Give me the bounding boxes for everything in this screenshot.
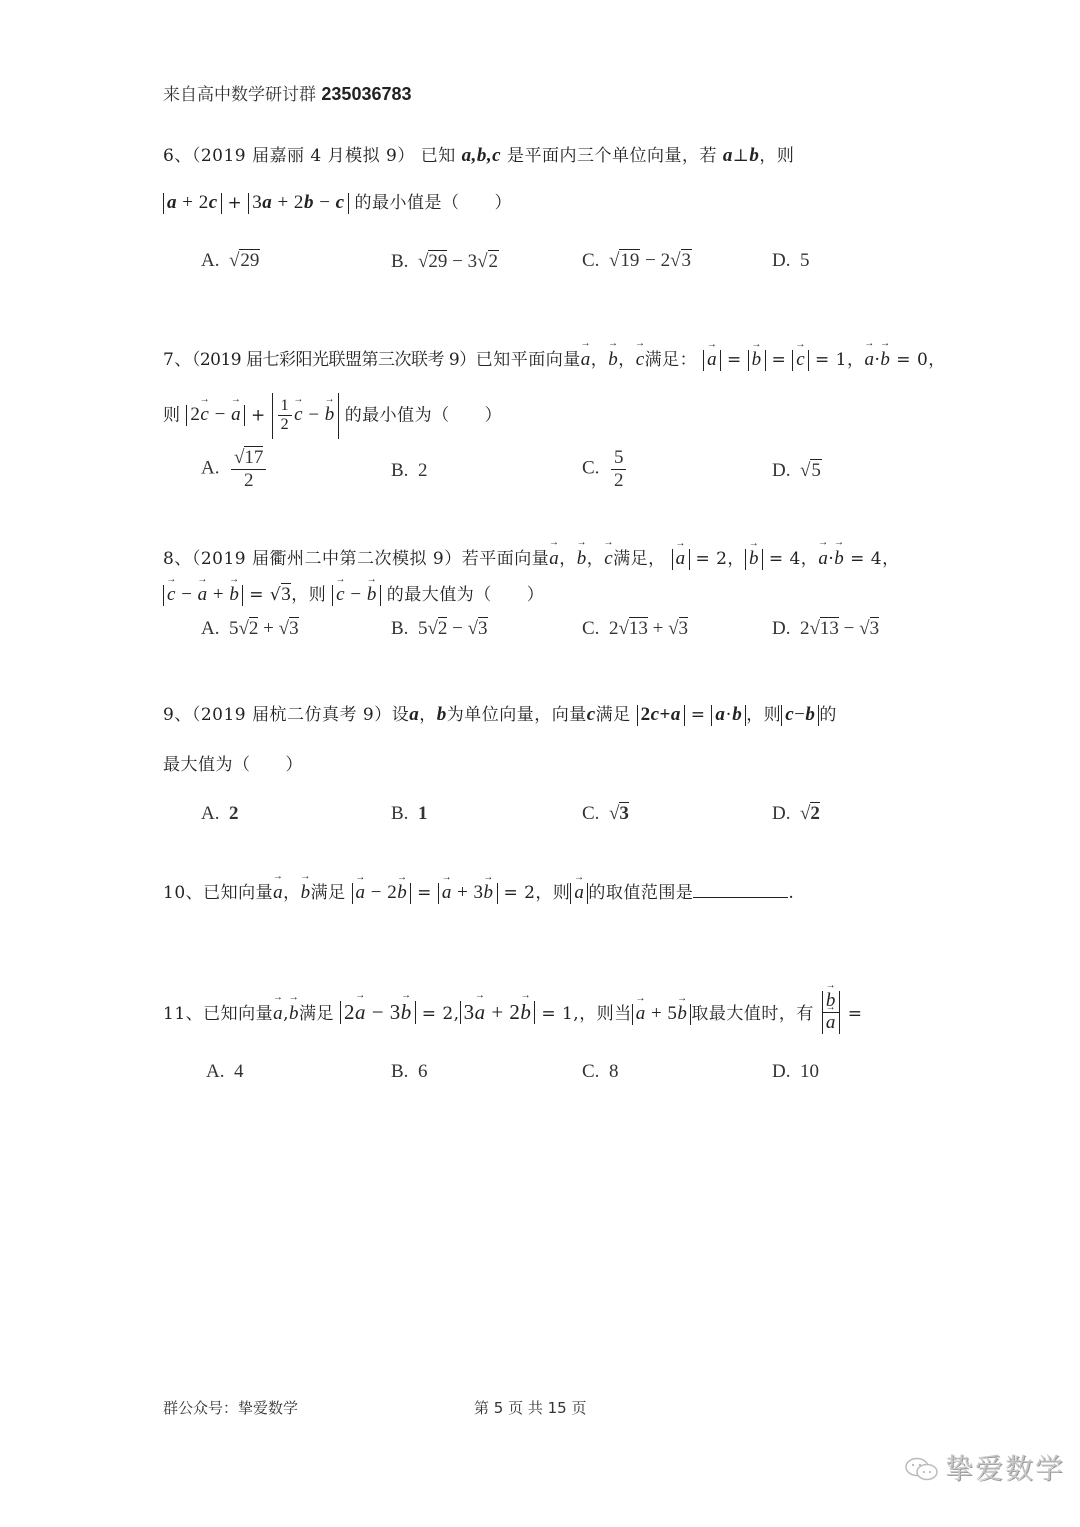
footer-page-info: 第 5 页 共 15 页 xyxy=(474,1399,587,1417)
option-11b[interactable]: B. 6 xyxy=(391,1061,428,1082)
option-8b[interactable]: B. 5√2 − √3 xyxy=(391,618,488,639)
question-number: 6 xyxy=(163,146,175,166)
question-9-line1: 9、（2019 届杭二仿真考 9）设a，b为单位向量，向量c满足 2c+a = a·b ，则 c−b 的 xyxy=(163,704,837,725)
watermark xyxy=(905,1447,1065,1487)
option-7c[interactable]: C. $\frac{5}{2}$ xyxy=(582,447,628,492)
question-9-line2: 最大值为（ ） xyxy=(163,755,303,775)
option-6b[interactable]: B. √29 − 3√2 xyxy=(391,251,499,272)
page-header xyxy=(163,80,412,105)
option-9d[interactable]: D. √2 xyxy=(772,803,820,824)
option-7a[interactable]: A. $\frac{√17}{2}$ xyxy=(201,447,268,492)
group-number: 235036783 xyxy=(321,84,412,104)
option-9c[interactable]: C. √3 xyxy=(582,803,629,824)
option-7b[interactable]: B. 2 xyxy=(391,460,428,481)
question-6-line2: a + 2c + 3a + 2b − c 的最小值是（ ） xyxy=(163,188,512,214)
watermark-text: 挚爱数学 xyxy=(945,1452,1066,1485)
footer-account: 群公众号：挚爱数学 xyxy=(163,1399,299,1417)
option-8c[interactable]: C. 2√13 + √3 xyxy=(582,618,689,639)
question-8-line2: → c − → a + → b = √3，则 → c − → b 的最大值为（ ） xyxy=(163,580,544,606)
question-11: 11、已知向量→ a,→ b满足 2→ a − 3→ b = 2, 3→ a + 2→ b = 1,，则当 → a + 5→ b 取最大值时，有 → b → a = xyxy=(163,993,862,1036)
option-11d[interactable]: D. 10 xyxy=(772,1061,819,1082)
option-8d[interactable]: D. 2√13 − √3 xyxy=(772,618,880,639)
option-7d[interactable]: D. √5 xyxy=(772,460,821,481)
question-source: （2019 届嘉丽 4 月模拟 9） xyxy=(191,146,415,166)
wechat-icon xyxy=(905,1457,939,1483)
stem-text: 已知 xyxy=(420,146,456,166)
option-11a[interactable]: A. 4 xyxy=(206,1061,244,1082)
option-6a[interactable]: A. √29 xyxy=(201,250,260,271)
question-8-line1: 8、（2019 届衢州二中第二次模拟 9）若平面向量→ a，→ b，→ c满足， → a = 2， → b = 4，→ a·→ b = 4， xyxy=(163,544,900,570)
header-label: 来自高中数学研讨群 xyxy=(163,85,316,105)
question-6-line1: 6、（2019 届嘉丽 4 月模拟 9） 已知 a,b,c 是平面内三个单位向量，若 a⊥b，则 xyxy=(163,145,795,166)
question-7-line1: 7、（2019 届七彩阳光联盟第三次联考 9）已知平面向量→ a，→ b，→ c满足： → a = → b = → c = 1，→ a·→ b = 0， xyxy=(163,345,946,371)
option-11c[interactable]: C. 8 xyxy=(582,1061,619,1082)
option-9a[interactable]: A. 2 xyxy=(201,803,239,824)
stem-text: ，则 xyxy=(759,146,795,166)
stem-text: 的最小值是（ ） xyxy=(354,193,512,213)
stem-text: 是平面内三个单位向量，若 xyxy=(507,146,717,166)
option-9b[interactable]: B. 1 xyxy=(391,803,428,824)
question-10: 10、已知向量→ a，→ b满足 → a − 2→ b = → a + 3→ b = 2，则 → a 的取值范围是 . xyxy=(163,878,794,904)
option-8a[interactable]: A. 5√2 + √3 xyxy=(201,618,299,639)
option-6d[interactable]: D. 5 xyxy=(772,250,810,271)
option-6c[interactable]: C. √19 − 2√3 xyxy=(582,250,692,271)
question-7-line2: 则 2→ c − → a + $\frac{1}{2}$ → c − → b 的最小值为（ ） xyxy=(163,393,502,439)
answer-blank[interactable] xyxy=(693,879,788,898)
